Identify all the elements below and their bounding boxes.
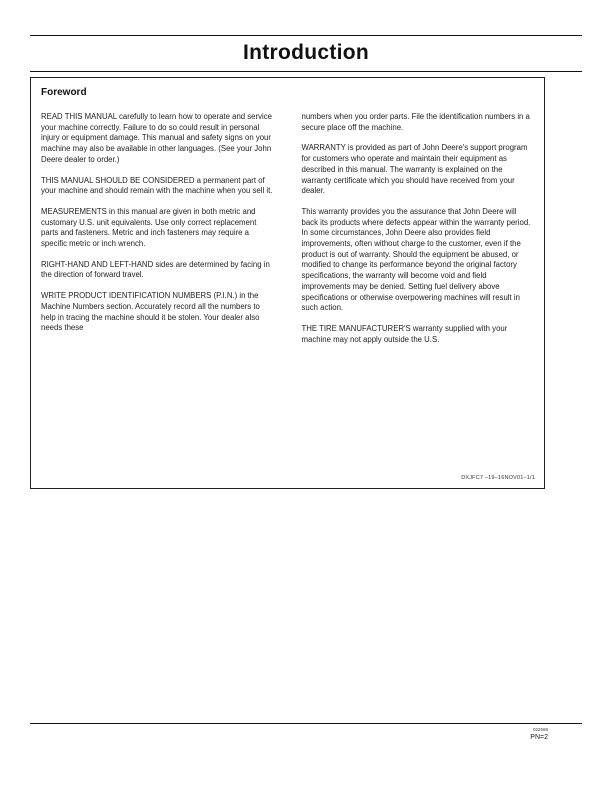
two-column-text	[41, 112, 534, 355]
header-rule-top	[30, 35, 582, 36]
page-footer	[530, 727, 548, 742]
foreword-paragraph: This warranty provides you the assurance that John Deere will back its products where defects appear within the warranty period. In some circumstances, John Deere also provides field improvements, often without charge to the customer, even if the product is out of warranty. Should the equipment be abused, or modified to change its performance beyond the original factory specifications, the warranty will become void and field improvements may be denied. Setting fuel delivery above specifications or otherwise overpowering machines will result in such action.	[301, 206, 531, 313]
foreword-section-box	[30, 77, 545, 489]
section-heading: Foreword	[41, 87, 87, 98]
foreword-paragraph: WRITE PRODUCT IDENTIFICATION NUMBERS (P.I.N.) in the Machine Numbers section. Accurately record all the numbers to help in tracing the machine should it be stolen. Your dealer also needs these	[41, 291, 260, 333]
left-column	[41, 112, 274, 355]
foreword-paragraph: numbers when you order parts. File the identification numbers in a secure place off the machine.	[301, 112, 530, 132]
right-column	[302, 112, 535, 355]
foreword-paragraph: THIS MANUAL SHOULD BE CONSIDERED a permanent part of your machine and should remain with the machine when you sell it.	[41, 175, 273, 196]
page-number: PN=2	[530, 734, 548, 741]
foreword-paragraph: MEASUREMENTS in this manual are given in both metric and customary U.S. unit equivalents. Use only correct replacement parts and fasteners. Metric and inch fasteners may require a specific metric or inch wrench.	[41, 206, 257, 249]
header-rule-bottom	[30, 71, 582, 72]
foreword-paragraph: RIGHT-HAND AND LEFT-HAND sides are determined by facing in the direction of forward travel.	[41, 259, 270, 280]
doc-reference-code: DXJFC7 –19–16NOV01–1/1	[461, 475, 535, 481]
footer-rule	[30, 723, 582, 724]
print-code: 022588	[532, 727, 548, 732]
foreword-paragraph: THE TIRE MANUFACTURER'S warranty supplied with your machine may not apply outside the U.S.	[301, 323, 508, 344]
foreword-paragraph: WARRANTY is provided as part of John Deere's support program for customers who operate and maintain their equipment as described in this manual. The warranty is explained on the warranty certificate which you should have received from your dealer.	[301, 143, 528, 196]
foreword-paragraph: READ THIS MANUAL carefully to learn how to operate and service your machine correctly. Failure to do so could result in personal injury or equipment damage. This manual and safety signs on your machine may also be available in other languages. (See your John Deere dealer to order.)	[41, 112, 272, 164]
page-title: Introduction	[242, 41, 370, 64]
